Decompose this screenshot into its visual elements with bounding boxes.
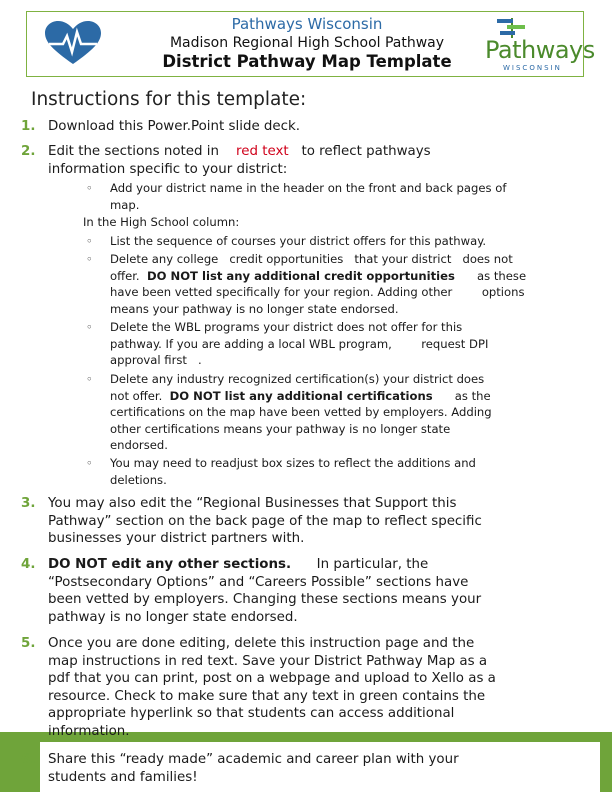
step-6: 6. Share this “ready made” academic and career plan with your students and families! xyxy=(21,752,459,785)
heart-pulse-icon xyxy=(43,20,103,68)
bullet-college-credit: ◦ Delete any college credit opportunities that your district does not offer. DO NOT list any additional credit opportunities as these have been vetted specifically for your region. Adding other options means your pathway is no longer state endorsed. xyxy=(86,252,527,316)
step-5: 5. Once you are done editing, delete this instruction page and the map instructions in red text. Save your District Pathway Map as a pdf that you can print, post on a webpage and upload to Xello as a resource. Check to make sure that any text in green contains the appropriate hyperlink so that students can access additional information. xyxy=(21,636,496,739)
step-1: 1. Download this Power.Point slide deck. xyxy=(21,119,301,134)
step-3: 3. You may also edit the “Regional Businesses that Support this Pathway” section on the back page of the map to reflect specific businesses your district partners with. xyxy=(21,496,482,547)
bullet-courses: ◦ List the sequence of courses your district offers for this pathway. xyxy=(86,234,487,248)
pathway-name: Madison Regional High School Pathway xyxy=(169,35,445,51)
pathways-wisconsin-logo xyxy=(485,18,595,74)
bullet-wbl-programs: ◦ Delete the WBL programs your district does not offer for this pathway. If you are adding a local WBL program, request DPI approval first . xyxy=(86,320,489,368)
header-banner xyxy=(26,11,595,77)
logo-sub: WISCONSIN xyxy=(503,64,562,72)
red-text-label: red text xyxy=(236,144,289,159)
org-name: Pathways Wisconsin xyxy=(231,15,383,33)
high-school-column-label: In the High School column: xyxy=(83,215,240,229)
bullet-box-sizes: ◦ You may need to readjust box sizes to reflect the additions and deletions. xyxy=(86,456,476,487)
logo-word: Pathways xyxy=(485,36,595,64)
bullet-certifications: ◦ Delete any industry recognized certification(s) your district does not offer. DO NOT list any additional certifications as the certifications on the map have been vetted by employers. Adding other certifications means your pathway is no longer state endorsed. xyxy=(86,372,492,453)
step-4: 4. DO NOT edit any other sections. In particular, the “Postsecondary Options” and “Careers Possible” sections have been vetted by employers. Changing these sections means your pathway is no longer state endorsed. xyxy=(21,557,482,625)
bullet-district-name: ◦ Add your district name in the header on the front and back pages of map. xyxy=(86,181,507,212)
step-2: 2. Edit the sections noted in red text to reflect pathways information specific to your district: xyxy=(21,144,431,177)
instructions-title: Instructions for this template: xyxy=(31,89,307,110)
template-title: District Pathway Map Template xyxy=(162,52,452,71)
